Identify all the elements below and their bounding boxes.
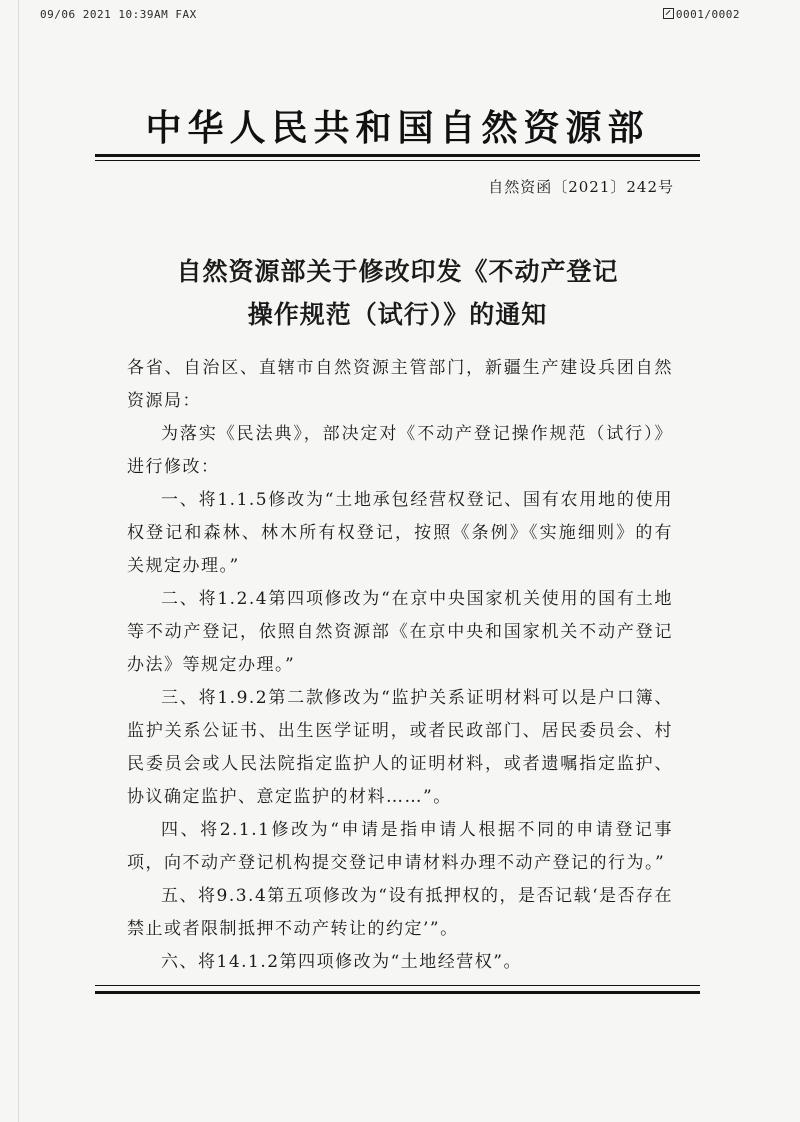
paragraph-item-1: 一、将1.1.5修改为“土地承包经营权登记、国有农用地的使用权登记和森林、林木所有权登记，按照《条例》《实施细则》的有关规定办理。”	[127, 490, 673, 576]
header-rule-thick	[95, 154, 700, 157]
paragraph-item-5: 五、将9.3.4第五项修改为“设有抵押权的，是否记载‘是否存在禁止或者限制抵押不动产转让的约定’”。	[127, 886, 673, 939]
fax-page-counter	[663, 8, 740, 21]
document-title	[95, 250, 700, 336]
addressee: 各省、自治区、直辖市自然资源主管部门，新疆生产建设兵团自然资源局：	[127, 358, 673, 411]
paragraph-item-4: 四、将2.1.1修改为“申请是指申请人根据不同的申请登记事项，向不动产登记机构提交登记申请材料办理不动产登记的行为。”	[127, 820, 673, 873]
document-body	[127, 352, 673, 979]
fax-page-number: 0001/0002	[675, 8, 740, 21]
footer-rule-thick	[95, 991, 700, 994]
fax-timestamp: 09/06 2021 10:39AM FAX	[40, 8, 197, 21]
fax-page-icon	[663, 8, 674, 19]
fax-header	[40, 8, 740, 24]
paragraph-item-2: 二、将1.2.4第四项修改为“在京中央国家机关使用的国有土地等不动产登记，依照自然资源部《在京中央和国家机关不动产登记办法》等规定办理。”	[127, 589, 673, 675]
paragraph-item-6: 六、将14.1.2第四项修改为“土地经营权”。	[161, 952, 522, 972]
footer-rule-thin	[95, 985, 700, 986]
ministry-title: 中华人民共和国自然资源部	[145, 107, 650, 149]
paragraph-intro: 为落实《民法典》，部决定对《不动产登记操作规范（试行）》进行修改：	[127, 424, 673, 477]
document-number: 自然资函〔2021〕242号	[488, 178, 674, 196]
document-title-line-1: 自然资源部关于修改印发《不动产登记	[176, 257, 619, 286]
scan-edge-line	[18, 0, 19, 1122]
header-rule-thin	[95, 160, 700, 161]
document-title-line-2: 操作规范（试行）》的通知	[247, 300, 548, 329]
paragraph-item-3: 三、将1.9.2第二款修改为“监护关系证明材料可以是户口簿、监护关系公证书、出生医学证明，或者民政部门、居民委员会、村民委员会或人民法院指定监护人的证明材料，或者遗嘱指定监护、协议确定监护、意定监护的材料……”。	[127, 688, 673, 807]
